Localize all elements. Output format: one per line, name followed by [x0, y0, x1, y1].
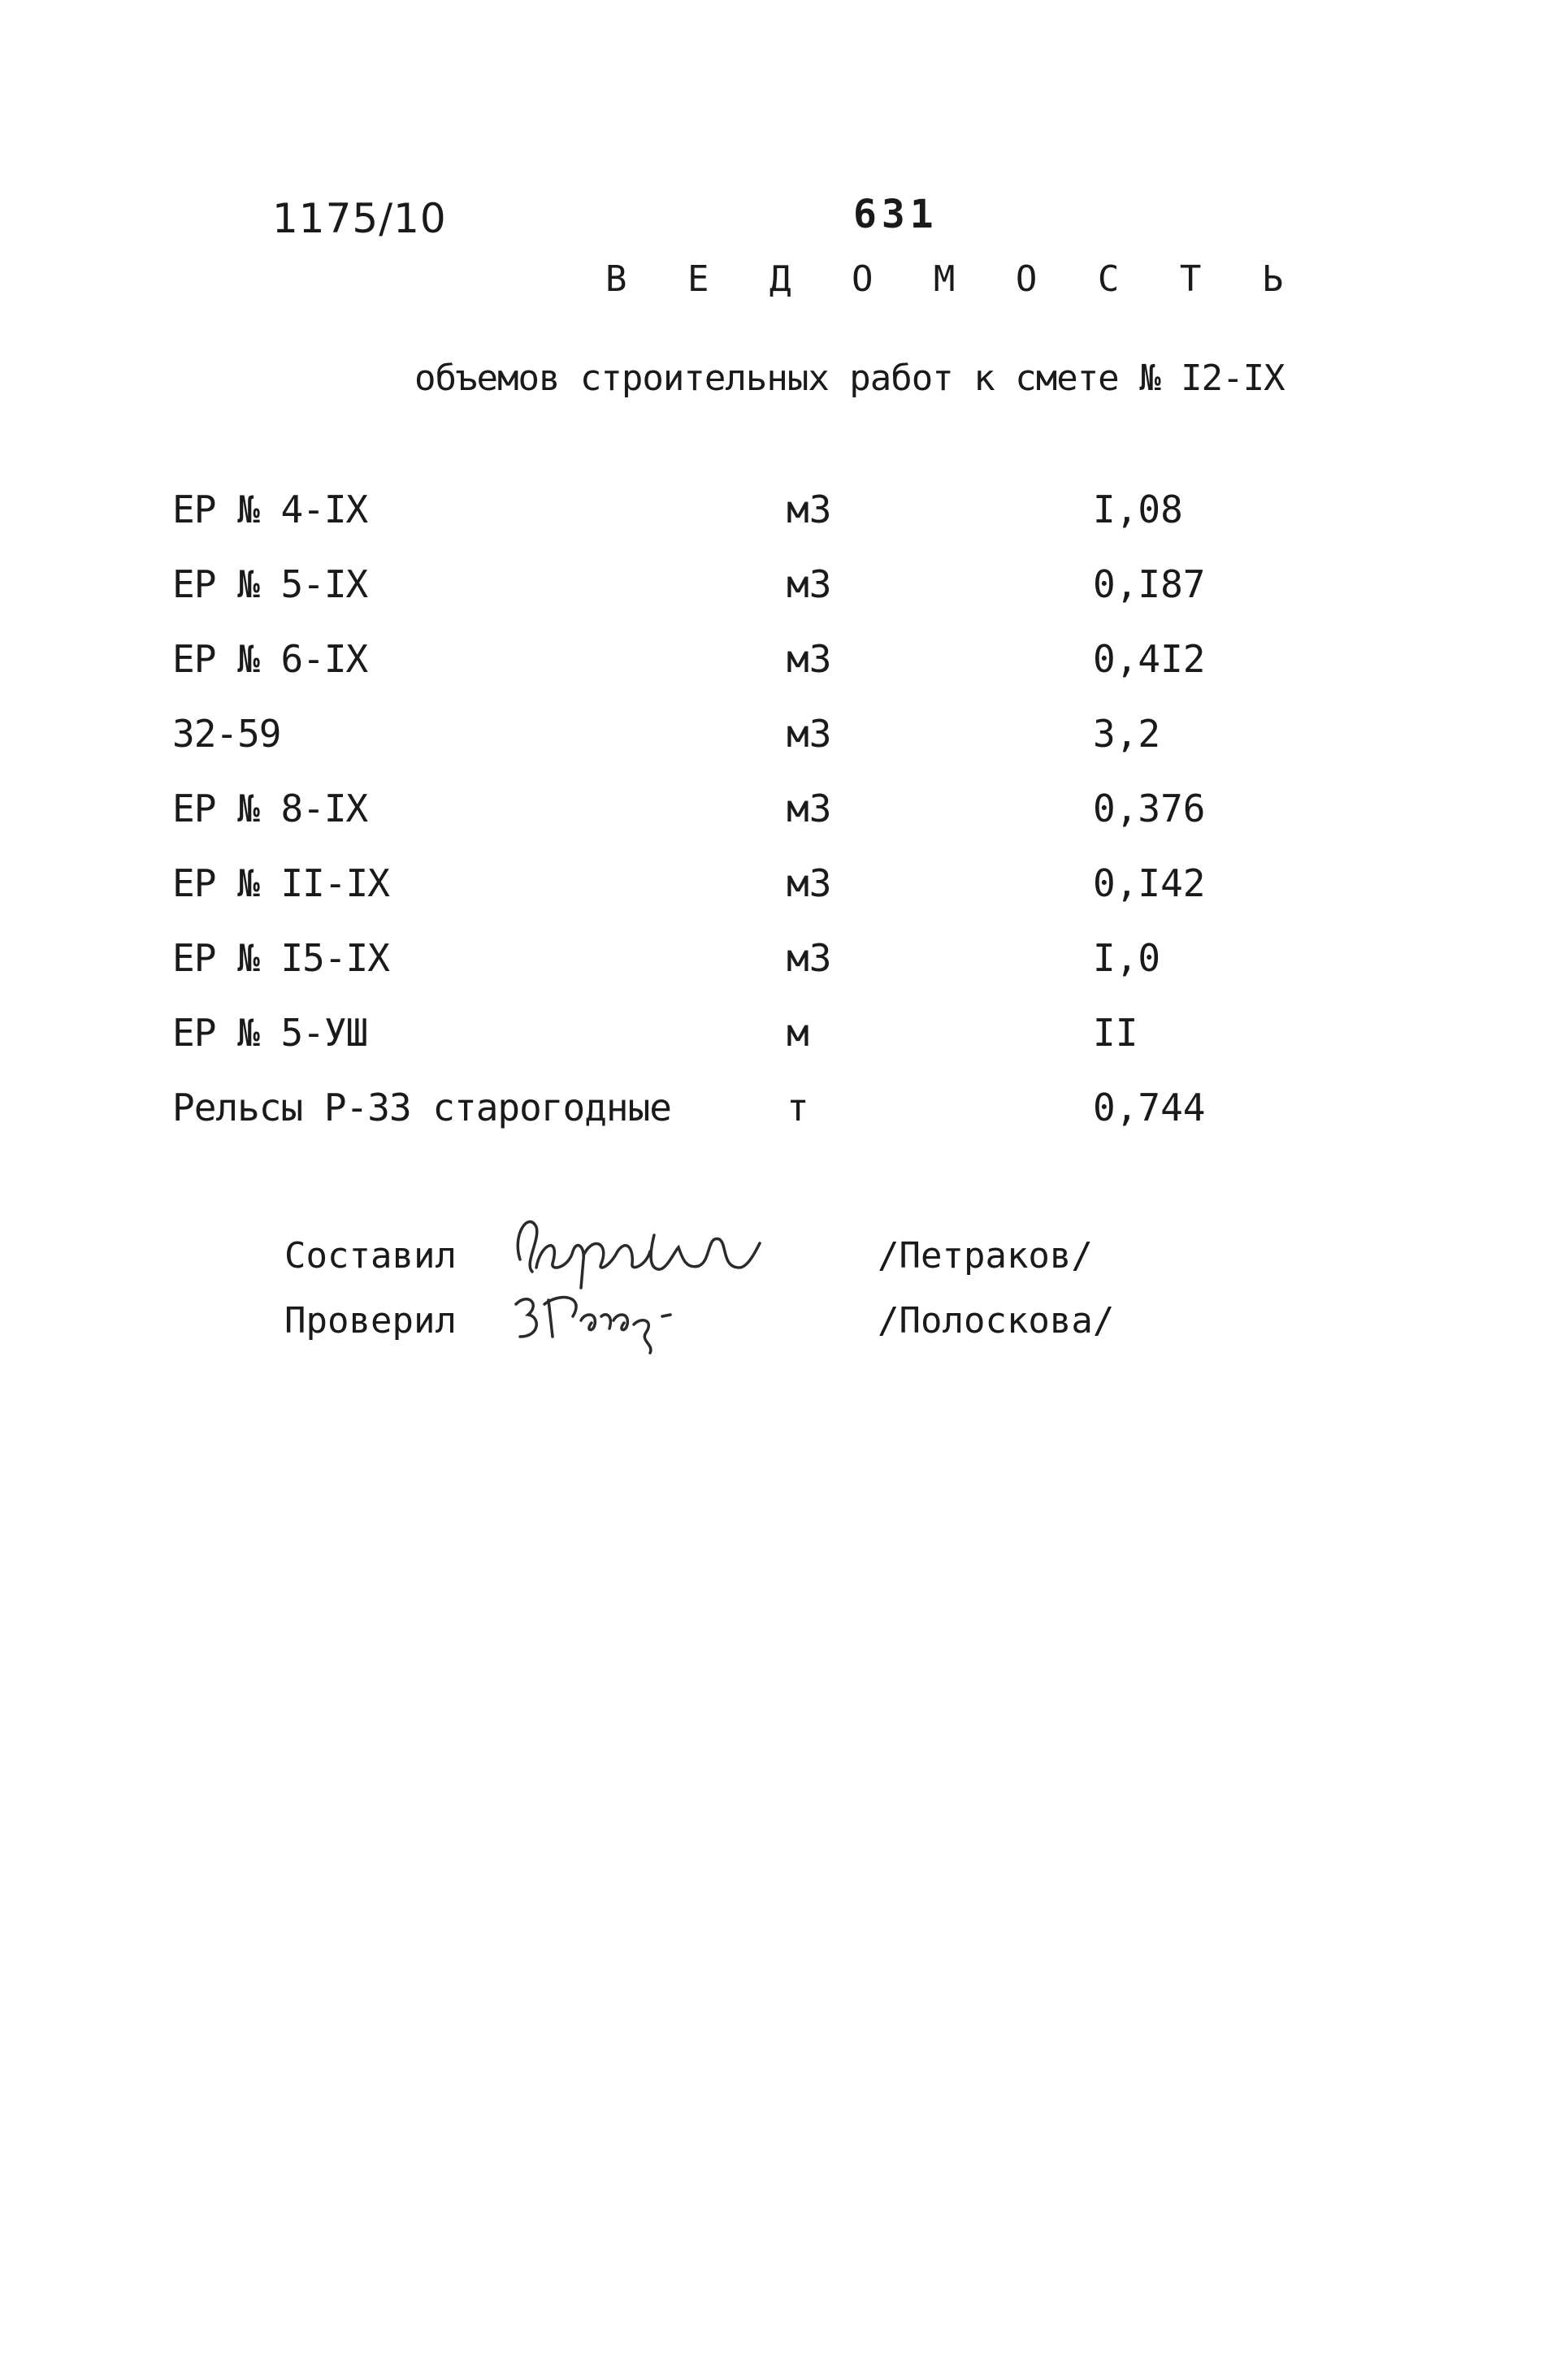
compiled-by-label: Составил [284, 1235, 457, 1277]
item-quantity: 0,I42 [1093, 861, 1206, 905]
document-subtitle: объемов строительных работ к смете № I2-IX [414, 358, 1285, 399]
item-name: 32-59 [172, 712, 281, 756]
document-title: В Е Д О М О С Т Ь [605, 258, 1303, 300]
handwritten-reference: 1175/10 [272, 195, 447, 242]
item-unit: т [787, 1086, 809, 1129]
item-name: ЕР № II-IX [172, 861, 389, 905]
item-unit: м3 [787, 787, 832, 830]
item-quantity: 0,744 [1093, 1086, 1206, 1129]
item-name: ЕР № 5-IX [172, 562, 368, 606]
item-quantity: 3,2 [1093, 712, 1161, 756]
item-unit: м [787, 1011, 809, 1055]
list-row [0, 787, 1565, 843]
list-row [0, 562, 1565, 619]
item-name: ЕР № 5-УШ [172, 1011, 368, 1055]
item-unit: м3 [787, 861, 832, 905]
item-name: ЕР № 8-IX [172, 787, 368, 830]
checked-signature [504, 1268, 853, 1357]
checked-by-label: Проверил [284, 1300, 457, 1342]
item-quantity: I,0 [1093, 936, 1161, 980]
page-number: 631 [853, 192, 939, 237]
compiled-by-name: /Петраков/ [878, 1235, 1093, 1277]
item-quantity: 0,376 [1093, 787, 1206, 830]
list-row [0, 936, 1565, 993]
item-quantity: 0,I87 [1093, 562, 1206, 606]
item-name: ЕР № 4-IX [172, 488, 368, 531]
list-row [0, 712, 1565, 769]
item-quantity: 0,4I2 [1093, 637, 1206, 681]
list-row [0, 1086, 1565, 1142]
item-unit: м3 [787, 488, 832, 531]
item-unit: м3 [787, 712, 832, 756]
item-name: ЕР № 6-IX [172, 637, 368, 681]
item-name: ЕР № I5-IX [172, 936, 389, 980]
item-quantity: II [1093, 1011, 1138, 1055]
item-unit: м3 [787, 562, 832, 606]
item-quantity: I,08 [1093, 488, 1183, 531]
checked-by-name: /Полоскова/ [878, 1300, 1115, 1342]
list-row [0, 861, 1565, 918]
checked-by-line [0, 1284, 1565, 1357]
list-row [0, 1011, 1565, 1068]
list-row [0, 488, 1565, 544]
list-row [0, 637, 1565, 694]
item-unit: м3 [787, 637, 832, 681]
item-unit: м3 [787, 936, 832, 980]
item-name: Рельсы Р-33 старогодные [172, 1086, 671, 1129]
